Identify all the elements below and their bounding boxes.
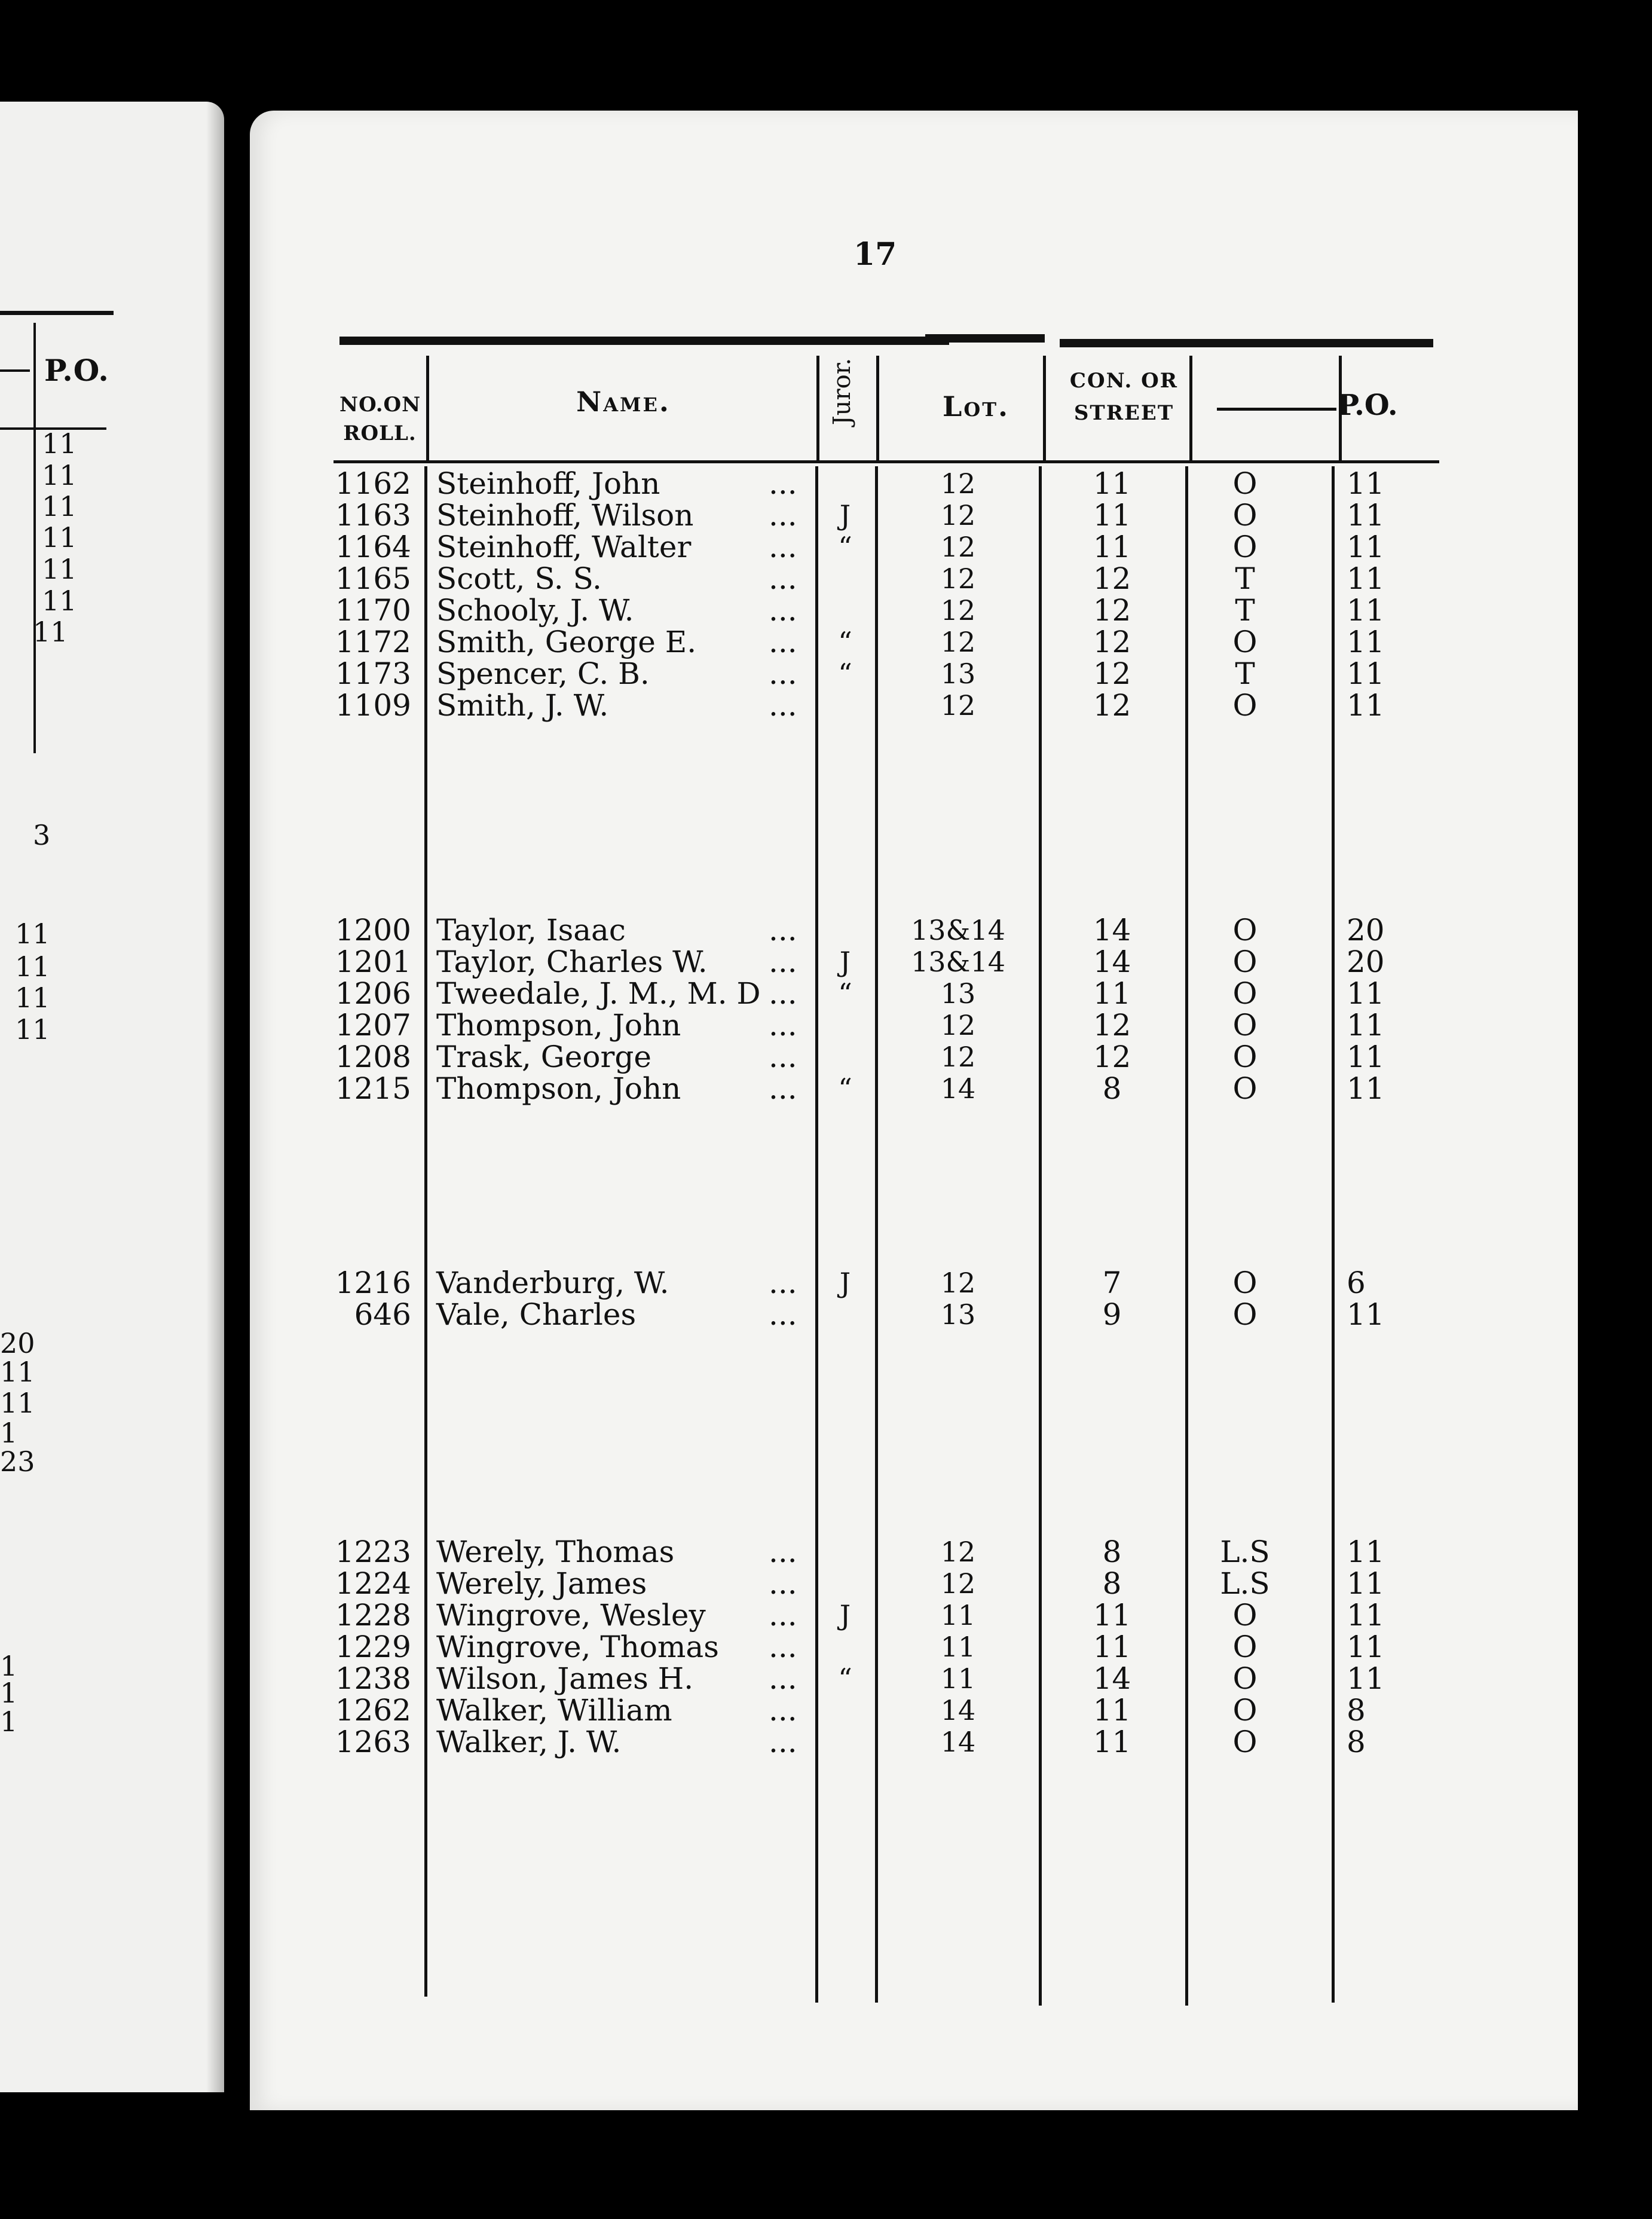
juror-mark: “	[838, 531, 852, 563]
po-value: 20	[1347, 913, 1385, 947]
spine-shadow	[206, 102, 224, 2092]
leader-dots: ...	[769, 593, 797, 628]
con-or-street-value: 14	[1093, 1661, 1131, 1696]
status-code: O	[1232, 1693, 1258, 1728]
left-page-header-dash	[0, 369, 30, 372]
roll-number: 1170	[335, 593, 411, 628]
po-value: 8	[1347, 1693, 1366, 1728]
header-divider-name-juror	[816, 356, 819, 463]
status-code: O	[1232, 1598, 1258, 1633]
leader-dots: ...	[769, 1071, 797, 1106]
lot-value: 11	[940, 1599, 976, 1631]
column-header-po: P.O.	[1338, 389, 1398, 422]
resident-name: Steinhoff, Wilson	[436, 498, 694, 533]
header-bottom-rule	[334, 460, 1439, 463]
resident-name: Scott, S. S.	[436, 561, 602, 596]
table-row	[250, 500, 1505, 531]
po-value: 11	[1347, 498, 1385, 533]
resident-name: Trask, George	[436, 1040, 651, 1074]
po-value: 11	[1347, 561, 1385, 596]
status-code: O	[1232, 688, 1258, 723]
po-value: 11	[1347, 976, 1385, 1011]
table-row	[250, 978, 1505, 1009]
lot-value: 14	[940, 1694, 976, 1726]
leader-dots: ...	[769, 976, 797, 1011]
po-value: 11	[1347, 530, 1385, 564]
con-or-street-value: 8	[1102, 1535, 1122, 1569]
roll-number: 1164	[335, 530, 411, 564]
con-or-street-value: 7	[1102, 1266, 1122, 1300]
con-or-street-value: 14	[1093, 945, 1131, 979]
lot-value: 12	[940, 689, 976, 722]
roll-number: 1206	[335, 976, 411, 1011]
lot-value: 12	[940, 1536, 976, 1568]
status-code: T	[1235, 561, 1255, 596]
roll-number: 1173	[335, 656, 411, 691]
con-or-street-value: 11	[1093, 1725, 1131, 1759]
leader-dots: ...	[769, 1040, 797, 1074]
left-page-value: 23	[0, 1445, 35, 1478]
table-row	[250, 531, 1505, 563]
lot-value: 12	[940, 626, 976, 658]
roll-number: 1263	[335, 1725, 411, 1759]
lot-value: 11	[940, 1662, 976, 1695]
lot-value: 13	[940, 1298, 976, 1331]
resident-name: Smith, George E.	[436, 625, 697, 659]
table-row	[250, 1600, 1505, 1631]
roll-number: 1208	[335, 1040, 411, 1074]
resident-name: Taylor, Charles W.	[436, 945, 708, 979]
resident-name: Tweedale, J. M., M. D	[436, 976, 761, 1011]
leader-dots: ...	[769, 1566, 797, 1601]
leader-dots: ...	[769, 498, 797, 533]
lot-value: 12	[940, 467, 976, 500]
leader-dots: ...	[769, 1630, 797, 1664]
con-or-street-value: 11	[1093, 1630, 1131, 1664]
table-row	[250, 1568, 1505, 1599]
left-page-value: 11	[33, 616, 68, 648]
roll-number: 1262	[335, 1693, 411, 1728]
left-page-value: 11	[0, 1387, 35, 1419]
previous-page-fragment	[0, 102, 224, 2092]
leader-dots: ...	[769, 688, 797, 723]
table-row	[250, 1010, 1505, 1041]
table-row	[250, 1073, 1505, 1104]
juror-mark: J	[839, 1267, 851, 1299]
con-or-street-value: 12	[1093, 593, 1131, 628]
con-or-street-value: 11	[1093, 1693, 1131, 1728]
leader-dots: ...	[769, 561, 797, 596]
lot-value: 12	[940, 499, 976, 531]
status-code: L.S	[1220, 1566, 1270, 1601]
resident-name: Wilson, James H.	[436, 1661, 694, 1696]
po-value: 11	[1347, 625, 1385, 659]
roll-number: 1165	[335, 561, 411, 596]
column-header-no-on-roll: NO.ON ROLL.	[339, 393, 421, 445]
juror-mark: “	[838, 658, 852, 690]
table-row	[250, 1631, 1505, 1662]
leader-dots: ...	[769, 656, 797, 691]
roll-number: 1215	[335, 1071, 411, 1106]
con-or-street-value: 8	[1102, 1566, 1122, 1601]
table-row	[250, 1299, 1505, 1330]
leader-dots: ...	[769, 1693, 797, 1728]
column-header-juror: Juror.	[828, 357, 856, 426]
status-code: O	[1232, 1630, 1258, 1664]
lot-value: 12	[940, 563, 976, 595]
table-row	[250, 563, 1505, 594]
roll-number: 1163	[335, 498, 411, 533]
roll-number: 1228	[335, 1598, 411, 1633]
left-page-value: 1	[0, 1417, 18, 1449]
resident-name: Vale, Charles	[436, 1297, 637, 1332]
left-page-value: 11	[15, 950, 50, 983]
table-row	[250, 1536, 1505, 1567]
left-page-po-header: P.O.	[44, 353, 109, 388]
status-code: O	[1232, 530, 1258, 564]
lot-value: 12	[940, 1041, 976, 1073]
leader-dots: ...	[769, 1725, 797, 1759]
po-value: 11	[1347, 656, 1385, 691]
po-value: 11	[1347, 1566, 1385, 1601]
header-divider-roll-name	[426, 356, 429, 463]
status-code: O	[1232, 466, 1258, 501]
table-row	[250, 946, 1505, 977]
table-row	[250, 658, 1505, 689]
juror-mark: “	[838, 626, 852, 658]
table-row	[250, 468, 1505, 499]
con-or-street-value: 12	[1093, 561, 1131, 596]
leader-dots: ...	[769, 625, 797, 659]
con-or-street-value: 9	[1102, 1297, 1122, 1332]
leader-dots: ...	[769, 1661, 797, 1696]
roll-number: 1109	[335, 688, 411, 723]
roll-number: 1224	[335, 1566, 411, 1601]
status-code: L.S	[1220, 1535, 1270, 1569]
status-code: O	[1232, 976, 1258, 1011]
leader-dots: ...	[769, 1266, 797, 1300]
po-value: 11	[1347, 1630, 1385, 1664]
status-code: O	[1232, 1661, 1258, 1696]
page-number: 17	[853, 236, 897, 273]
lot-value: 13&14	[910, 946, 1005, 978]
header-top-rule-left	[339, 337, 949, 345]
leader-dots: ...	[769, 530, 797, 564]
lot-value: 13	[940, 658, 976, 690]
leader-dots: ...	[769, 1008, 797, 1043]
table-row	[250, 626, 1505, 658]
lot-value: 12	[940, 1267, 976, 1299]
header-top-rule-mid	[925, 334, 1045, 343]
con-or-street-value: 12	[1093, 688, 1131, 723]
po-value: 11	[1347, 1661, 1385, 1696]
status-code: O	[1232, 1071, 1258, 1106]
resident-name: Werely, James	[436, 1566, 647, 1601]
leader-dots: ...	[769, 945, 797, 979]
con-or-street-value: 12	[1093, 656, 1131, 691]
resident-name: Spencer, C. B.	[436, 656, 650, 691]
left-page-value: 20	[0, 1327, 35, 1359]
po-value: 11	[1347, 1297, 1385, 1332]
left-page-value: 1	[0, 1650, 18, 1682]
left-page-value: 11	[0, 1356, 35, 1388]
con-or-street-value: 11	[1093, 1598, 1131, 1633]
po-value: 11	[1347, 1598, 1385, 1633]
con-or-street-value: 12	[1093, 1008, 1131, 1043]
left-page-value: 11	[42, 521, 77, 554]
status-code: O	[1232, 1040, 1258, 1074]
con-or-street-value: 12	[1093, 1040, 1131, 1074]
leader-dots: ...	[769, 1297, 797, 1332]
roll-number: 1162	[335, 466, 411, 501]
column-header-con-or-street: CON. OR STREET	[1069, 369, 1179, 425]
con-or-street-value: 8	[1102, 1071, 1122, 1106]
left-page-top-rule	[0, 311, 114, 315]
left-page-value: 11	[42, 427, 77, 460]
status-code: O	[1232, 1008, 1258, 1043]
lot-value: 13	[940, 977, 976, 1010]
lot-value: 12	[940, 594, 976, 626]
left-page-value: 1	[0, 1677, 18, 1709]
lot-value: 12	[940, 531, 976, 563]
table-row	[250, 595, 1505, 626]
con-or-street-value: 11	[1093, 466, 1131, 501]
left-page-value: 11	[42, 553, 77, 585]
resident-name: Walker, William	[436, 1693, 672, 1728]
table-row	[250, 915, 1505, 946]
roll-number: 1229	[335, 1630, 411, 1664]
left-page-value: 11	[15, 1013, 50, 1046]
left-page-value: 11	[42, 490, 77, 522]
roll-number: 646	[354, 1297, 411, 1332]
po-value: 11	[1347, 1040, 1385, 1074]
lot-value: 12	[940, 1567, 976, 1600]
leader-dots: ...	[769, 466, 797, 501]
header-divider-juror-lot	[876, 356, 879, 463]
lot-value: 13&14	[910, 914, 1005, 946]
po-value: 11	[1347, 688, 1385, 723]
resident-name: Smith, J. W.	[436, 688, 609, 723]
table-row	[250, 1041, 1505, 1072]
status-code: T	[1235, 656, 1255, 691]
leader-dots: ...	[769, 1535, 797, 1569]
left-page-value: 11	[42, 585, 77, 617]
po-value: 11	[1347, 593, 1385, 628]
po-value: 11	[1347, 1071, 1385, 1106]
left-page-value: 11	[42, 459, 77, 491]
column-header-lot: Lot.	[942, 390, 1010, 423]
resident-name: Vanderburg, W.	[436, 1266, 669, 1300]
resident-name: Taylor, Isaac	[436, 913, 626, 947]
lot-value: 11	[940, 1631, 976, 1663]
resident-name: Steinhoff, Walter	[436, 530, 692, 564]
left-page-value: 11	[15, 918, 50, 950]
con-or-street-value: 11	[1093, 530, 1131, 564]
juror-mark: “	[838, 1662, 852, 1695]
leader-dots: ...	[769, 913, 797, 947]
status-code: T	[1235, 593, 1255, 628]
po-value: 8	[1347, 1725, 1366, 1759]
juror-mark: J	[839, 1599, 851, 1631]
lot-value: 14	[940, 1072, 976, 1105]
table-row	[250, 1726, 1505, 1758]
roll-number: 1216	[335, 1266, 411, 1300]
status-code: O	[1232, 1725, 1258, 1759]
roll-number: 1200	[335, 913, 411, 947]
resident-name: Schooly, J. W.	[436, 593, 634, 628]
lot-value: 14	[940, 1726, 976, 1758]
resident-name: Wingrove, Thomas	[436, 1630, 719, 1664]
po-value: 11	[1347, 1535, 1385, 1569]
juror-mark: J	[839, 946, 851, 978]
roll-number: 1207	[335, 1008, 411, 1043]
juror-mark: “	[838, 1072, 852, 1105]
leader-dots: ...	[769, 1598, 797, 1633]
po-value: 6	[1347, 1266, 1366, 1300]
resident-name: Thompson, John	[436, 1071, 681, 1106]
resident-name: Thompson, John	[436, 1008, 681, 1043]
table-row	[250, 1695, 1505, 1726]
roll-number: 1172	[335, 625, 411, 659]
header-top-rule-right	[1060, 339, 1433, 347]
con-or-street-value: 11	[1093, 498, 1131, 533]
left-page-value: 3	[33, 819, 51, 851]
status-code: O	[1232, 945, 1258, 979]
resident-name: Walker, J. W.	[436, 1725, 622, 1759]
left-page-value: 1	[0, 1705, 18, 1738]
table-row	[250, 1267, 1505, 1298]
status-code: O	[1232, 625, 1258, 659]
left-page-column-rule	[33, 323, 36, 753]
resident-name: Steinhoff, John	[436, 466, 660, 501]
resident-name: Wingrove, Wesley	[436, 1598, 706, 1633]
con-or-street-value: 14	[1093, 913, 1131, 947]
left-page-value: 11	[15, 982, 50, 1014]
column-header-name: Name.	[576, 386, 671, 418]
roll-number: 1223	[335, 1535, 411, 1569]
roll-number: 1201	[335, 945, 411, 979]
status-code: O	[1232, 1297, 1258, 1332]
lot-value: 12	[940, 1009, 976, 1041]
table-row	[250, 690, 1505, 721]
po-value: 11	[1347, 466, 1385, 501]
table-row	[250, 1663, 1505, 1694]
status-code: O	[1232, 498, 1258, 533]
column-header-blank-dash	[1217, 408, 1336, 411]
juror-mark: “	[838, 977, 852, 1010]
register-page	[250, 111, 1578, 2110]
con-or-street-value: 12	[1093, 625, 1131, 659]
status-code: O	[1232, 1266, 1258, 1300]
con-or-street-value: 11	[1093, 976, 1131, 1011]
po-value: 11	[1347, 1008, 1385, 1043]
po-value: 20	[1347, 945, 1385, 979]
status-code: O	[1232, 913, 1258, 947]
resident-name: Werely, Thomas	[436, 1535, 675, 1569]
roll-number: 1238	[335, 1661, 411, 1696]
juror-mark: J	[839, 499, 851, 531]
